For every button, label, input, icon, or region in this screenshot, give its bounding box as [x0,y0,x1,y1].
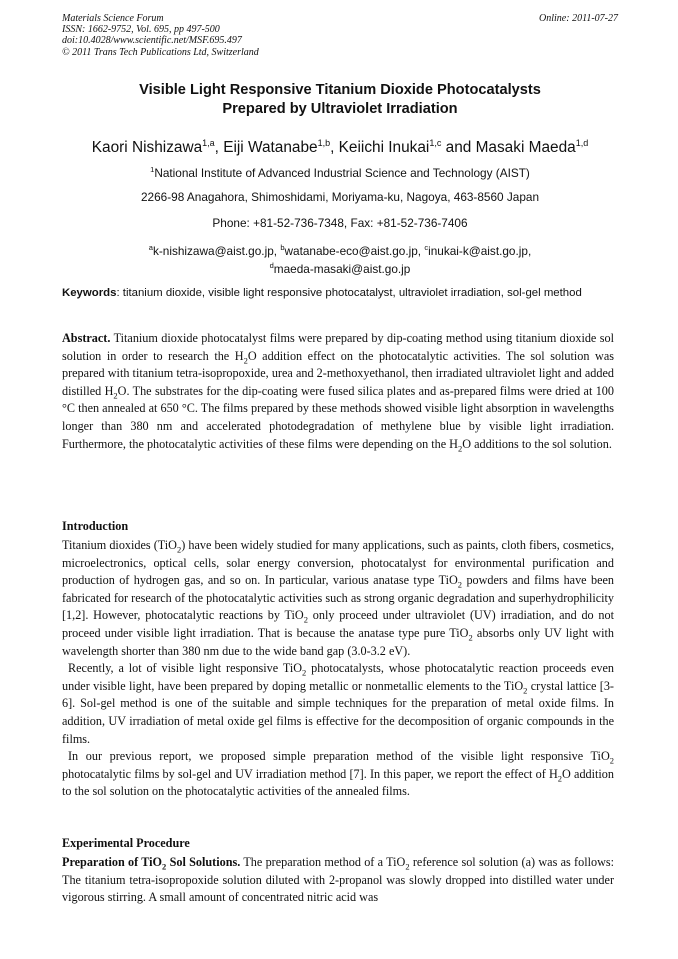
affiliation-emails: $^a$k-nishizawa@aist.go.jp, $^b$watanabe-eco@aist.go.jp, $^c$inukai-k@aist.go.jp, [148,243,532,258]
affiliation-phone: Phone: +81-52-736-7348, Fax: +81-52-736-7406 [212,216,468,230]
title-line-2: Prepared by Ultraviolet Irradiation [222,100,458,117]
title-line-1: Visible Light Responsive Titanium Dioxide Photocatalysts [139,82,541,98]
keywords [62,285,614,301]
journal-doi: doi:10.4028/www.scientific.net/MSF.695.497 [62,35,242,47]
email-link[interactable]: k-nishizawa@aist.go.jp, [152,243,281,258]
author-name: Masaki Maeda [475,139,576,157]
online-date: Online: 2011-07-27 [539,13,618,24]
affiliation-institute: $^1$National Institute of Advanced Industrial Science and Technology (AIST) [150,165,530,180]
introduction-body [62,537,614,801]
journal-issn: ISSN: 1662-9752, Vol. 695, pp 497-500 [62,24,220,36]
affiliation-address: 2266-98 Anagahora, Shimoshidami, Moriyama-ku, Nagoya, 463-8560 Japan [140,190,540,204]
section-heading-introduction: Introduction [62,519,129,533]
author-sup: 1,b [317,138,331,148]
journal-copyright: © 2011 Trans Tech Publications Ltd, Switzerland [62,46,259,58]
abstract: Abstract. Titanium dioxide photocatalyst films were prepared by dip-coating method using titanium dioxide sol solution in order to research the $H_2O$ addition effect on the photocatalytic activities. The sol solution was prepared with titanium tetra-isopropoxide, urea and 2-methoxyethanol, then irradiated ultraviolet light and added distilled $H_2O$. The substrates for the dip-coating were fused silica plates and as-prepared films were dried at 100 °C then annealed at 650 °C. The films prepared by these methods showed visible light absorption in wavelengths longer than 380 nm and accelerated photodegradation of methylene blue by visible light irradiation. Furthermore, the photocatalytic activities of these films were depending on the $H_2O$ additions to the sol solution. [62,331,614,453]
experimental-body: Preparation of TiO$_2$ Sol Solutions. The preparation method of a TiO$_2$ reference sol solution (a) was as follows: The titanium tetra-isopropoxide solution diluted with 2-propanol was slowly dropped into distilled water under vigorous stirring. A small amount of concentrated nitric acid was [62,855,614,905]
author-and: and [441,139,476,157]
abstract-label: Abstract. [62,331,111,345]
author-separator: , [330,139,339,157]
author-sup: 1,d [575,138,589,148]
paper-title [62,81,618,118]
intro-paragraph-1: Titanium dioxides (TiO$_2$) have been widely studied for many applications, such as paints, cloth fibers, cosmetics, microelectronics, optical cells, solar energy conversion, photocatalyst for environmental purification and production of hydrogen gas, and so on. In particular, various anatase type TiO$_2$ powders and films have been fabricated for research of the photocatalytic activities such as strong organic degradation and superhydrophilicity [1,2]. However, photocatalytic reactions by TiO$_2$ only proceed under ultraviolet (UV) irradiation, and do not proceed under visible light irradiation. That is because the anatase type pure TiO$_2$ absorbs only UV light with wavelength shorter than 380 nm due to the wide band gap (3.0-3.2 eV). [62,538,614,658]
author-name: Eiji Watanabe [223,139,318,157]
email-link[interactable]: maeda-masaki@aist.go.jp [273,261,411,276]
author-sup: 1,a [202,138,215,148]
section-heading-experimental: Experimental Procedure [62,836,190,850]
author-name: Kaori Nishizawa [91,139,203,157]
author-sup: 1,c [429,138,442,148]
author-name: Keiichi Inukai [338,139,430,157]
author-separator: , [214,139,224,157]
subsection-heading: Preparation of TiO$_2$ Sol Solutions. [62,855,241,872]
keywords-text: : titanium dioxide, visible light responsive photocatalyst, ultraviolet irradiation, sol-gel method [116,287,582,299]
email-link[interactable]: watanabe-eco@aist.go.jp, [284,243,425,258]
journal-header [62,13,618,58]
affiliation-emails-2: $^d$maeda-masaki@aist.go.jp [269,261,411,276]
keywords-label: Keywords [62,287,117,299]
intro-paragraph-2: Recently, a lot of visible light responsive TiO$_2$ photocatalysts, whose photocatalytic reaction proceeds even under visible light, have been prepared by doping metallic or nonmetallic elements to the TiO$_2$ crystal lattice [3-6]. Sol-gel method is one of the suitable and simple techniques for the preparation of metal oxide films. In addition, UV irradiation of metal oxide gel films is effective for the decomposition of organic compounds in the films. [62,661,615,746]
email-link[interactable]: inukai-k@aist.go.jp, [428,243,532,258]
journal-name: Materials Science Forum [62,13,164,24]
intro-paragraph-3: In our previous report, we proposed simple preparation method of the visible light responsive TiO$_2$ photocatalytic films by sol-gel and UV irradiation method [7]. In this paper, we report the effect of $H_2O$ addition to the sol solution on the photocatalytic activities of the annealed films. [62,749,614,799]
author-list [40,133,640,158]
